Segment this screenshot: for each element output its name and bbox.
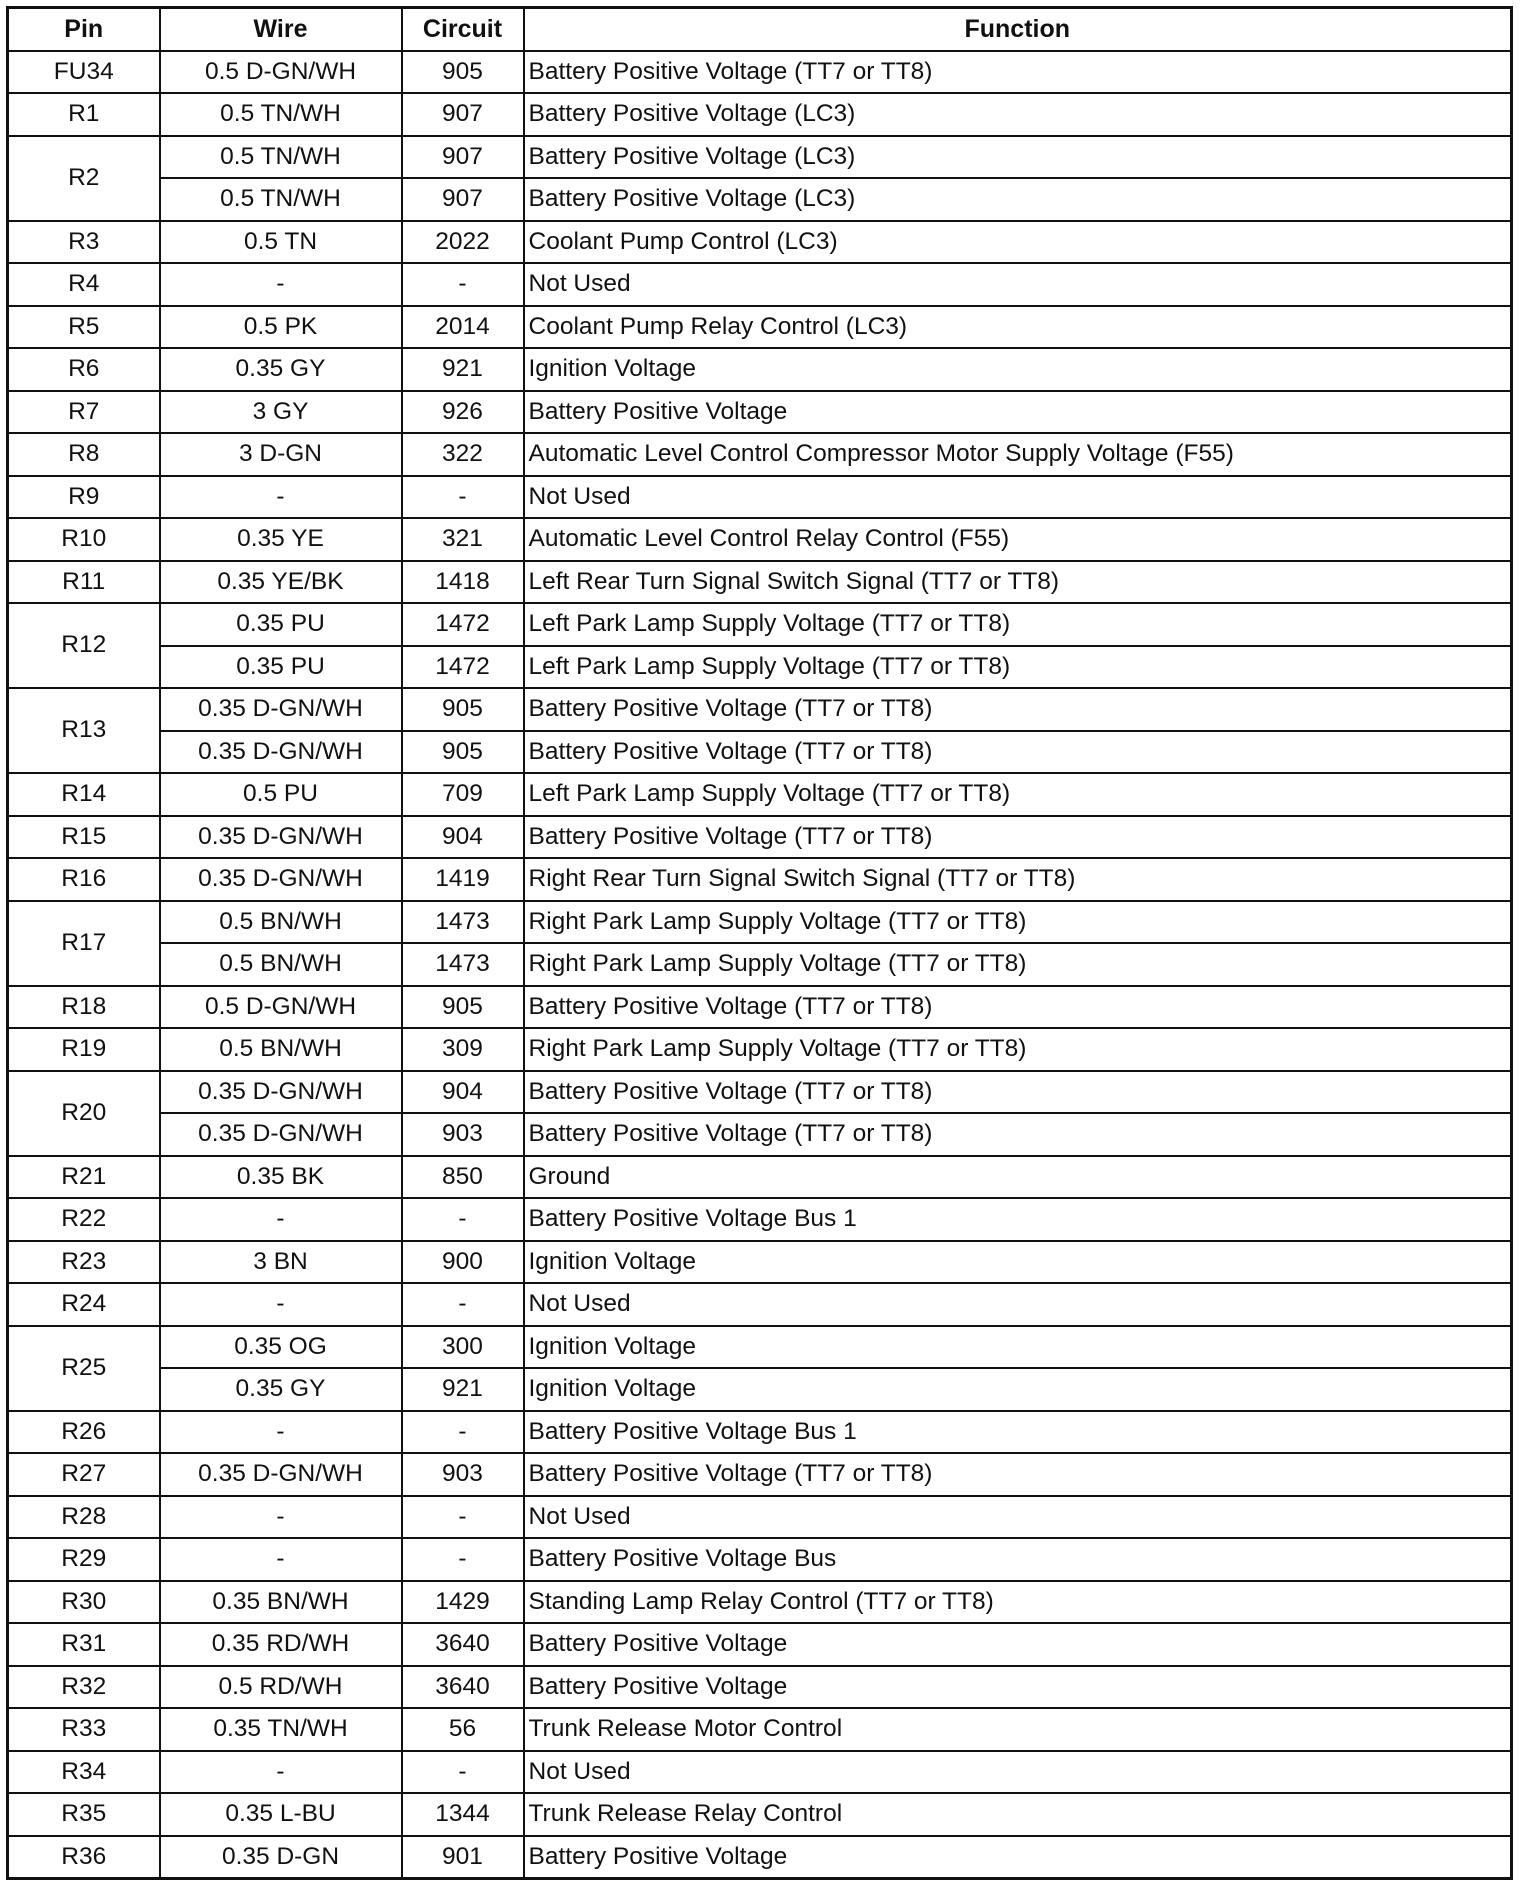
- wire-cell: 0.5 RD/WH: [160, 1666, 402, 1709]
- pin-cell: R14: [8, 773, 160, 816]
- circuit-cell: 905: [402, 986, 524, 1029]
- pin-cell: R16: [8, 858, 160, 901]
- pin-cell: R22: [8, 1198, 160, 1241]
- function-cell: Ignition Voltage: [524, 1326, 1512, 1369]
- circuit-cell: 907: [402, 178, 524, 221]
- table-row: [8, 518, 1512, 561]
- table-row: [8, 1496, 1512, 1539]
- circuit-cell: 904: [402, 1071, 524, 1114]
- pin-cell: R5: [8, 306, 160, 349]
- pin-cell: R2: [8, 136, 160, 221]
- pin-cell: R17: [8, 901, 160, 986]
- circuit-cell: 926: [402, 391, 524, 434]
- wire-cell: 0.35 D-GN/WH: [160, 1453, 402, 1496]
- table-row: [8, 1283, 1512, 1326]
- circuit-cell: -: [402, 1751, 524, 1794]
- table-row: [8, 561, 1512, 604]
- wire-cell: 3 GY: [160, 391, 402, 434]
- circuit-cell: 901: [402, 1836, 524, 1879]
- function-cell: Battery Positive Voltage (TT7 or TT8): [524, 986, 1512, 1029]
- wire-cell: 0.35 D-GN/WH: [160, 688, 402, 731]
- pin-cell: R34: [8, 1751, 160, 1794]
- table-row: [8, 1581, 1512, 1624]
- function-cell: Battery Positive Voltage (TT7 or TT8): [524, 1113, 1512, 1156]
- function-cell: Left Rear Turn Signal Switch Signal (TT7 or TT8): [524, 561, 1512, 604]
- function-cell: Trunk Release Motor Control: [524, 1708, 1512, 1751]
- circuit-cell: 1473: [402, 943, 524, 986]
- pin-cell: R25: [8, 1326, 160, 1411]
- circuit-cell: 903: [402, 1453, 524, 1496]
- function-cell: Ignition Voltage: [524, 348, 1512, 391]
- table-row: [8, 901, 1512, 944]
- pin-cell: R3: [8, 221, 160, 264]
- wire-cell: 0.35 D-GN/WH: [160, 858, 402, 901]
- function-cell: Battery Positive Voltage Bus 1: [524, 1411, 1512, 1454]
- table-row: [8, 93, 1512, 136]
- wire-cell: 0.35 YE: [160, 518, 402, 561]
- table-row: [8, 1241, 1512, 1284]
- function-cell: Battery Positive Voltage: [524, 1836, 1512, 1879]
- pin-cell: R24: [8, 1283, 160, 1326]
- wire-cell: 0.35 PU: [160, 603, 402, 646]
- table-header-row: [8, 8, 1512, 51]
- function-cell: Left Park Lamp Supply Voltage (TT7 or TT8): [524, 603, 1512, 646]
- wire-cell: 3 BN: [160, 1241, 402, 1284]
- table-row: [8, 731, 1512, 774]
- pin-cell: R1: [8, 93, 160, 136]
- circuit-cell: 1473: [402, 901, 524, 944]
- pin-cell: R33: [8, 1708, 160, 1751]
- circuit-cell: 2014: [402, 306, 524, 349]
- circuit-cell: 907: [402, 93, 524, 136]
- pin-cell: R11: [8, 561, 160, 604]
- circuit-cell: 1418: [402, 561, 524, 604]
- header-wire: Wire: [160, 8, 402, 51]
- wire-cell: 0.35 YE/BK: [160, 561, 402, 604]
- circuit-cell: 904: [402, 816, 524, 859]
- table-row: [8, 1028, 1512, 1071]
- wire-cell: 0.35 D-GN/WH: [160, 1071, 402, 1114]
- table-row: [8, 51, 1512, 94]
- table-row: [8, 433, 1512, 476]
- circuit-cell: 850: [402, 1156, 524, 1199]
- circuit-cell: -: [402, 1496, 524, 1539]
- circuit-cell: -: [402, 1198, 524, 1241]
- circuit-cell: 903: [402, 1113, 524, 1156]
- function-cell: Ignition Voltage: [524, 1368, 1512, 1411]
- wire-cell: 0.35 TN/WH: [160, 1708, 402, 1751]
- wire-cell: 0.5 PK: [160, 306, 402, 349]
- function-cell: Battery Positive Voltage Bus 1: [524, 1198, 1512, 1241]
- pin-cell: R29: [8, 1538, 160, 1581]
- table-row: [8, 1198, 1512, 1241]
- table-row: [8, 986, 1512, 1029]
- pin-cell: R4: [8, 263, 160, 306]
- table-row: [8, 1708, 1512, 1751]
- table-body: [8, 51, 1512, 1879]
- pin-cell: R36: [8, 1836, 160, 1879]
- function-cell: Battery Positive Voltage: [524, 1666, 1512, 1709]
- circuit-cell: -: [402, 263, 524, 306]
- pin-cell: R35: [8, 1793, 160, 1836]
- wire-cell: 0.35 PU: [160, 646, 402, 689]
- wire-cell: 0.35 D-GN/WH: [160, 731, 402, 774]
- pin-cell: R30: [8, 1581, 160, 1624]
- circuit-cell: 2022: [402, 221, 524, 264]
- table-row: [8, 1156, 1512, 1199]
- circuit-cell: 905: [402, 688, 524, 731]
- wire-cell: 0.35 D-GN/WH: [160, 1113, 402, 1156]
- function-cell: Battery Positive Voltage (TT7 or TT8): [524, 816, 1512, 859]
- pin-cell: R10: [8, 518, 160, 561]
- pin-cell: R9: [8, 476, 160, 519]
- circuit-cell: 309: [402, 1028, 524, 1071]
- table-row: [8, 476, 1512, 519]
- circuit-cell: 56: [402, 1708, 524, 1751]
- function-cell: Right Park Lamp Supply Voltage (TT7 or TT8): [524, 943, 1512, 986]
- circuit-cell: 900: [402, 1241, 524, 1284]
- header-circuit: Circuit: [402, 8, 524, 51]
- wire-cell: 0.35 GY: [160, 348, 402, 391]
- circuit-cell: 1472: [402, 646, 524, 689]
- wire-cell: 0.35 RD/WH: [160, 1623, 402, 1666]
- wire-cell: 0.5 BN/WH: [160, 901, 402, 944]
- pin-cell: R23: [8, 1241, 160, 1284]
- function-cell: Ignition Voltage: [524, 1241, 1512, 1284]
- table-row: [8, 816, 1512, 859]
- wire-cell: 0.5 TN/WH: [160, 93, 402, 136]
- function-cell: Left Park Lamp Supply Voltage (TT7 or TT8): [524, 773, 1512, 816]
- table-row: [8, 603, 1512, 646]
- table-row: [8, 1411, 1512, 1454]
- wire-cell: -: [160, 1538, 402, 1581]
- function-cell: Ground: [524, 1156, 1512, 1199]
- circuit-cell: 3640: [402, 1623, 524, 1666]
- table-row: [8, 348, 1512, 391]
- circuit-cell: -: [402, 476, 524, 519]
- function-cell: Right Rear Turn Signal Switch Signal (TT7 or TT8): [524, 858, 1512, 901]
- function-cell: Battery Positive Voltage: [524, 391, 1512, 434]
- pin-cell: R19: [8, 1028, 160, 1071]
- wire-cell: 0.5 PU: [160, 773, 402, 816]
- table-row: [8, 1113, 1512, 1156]
- table-row: [8, 263, 1512, 306]
- circuit-cell: 300: [402, 1326, 524, 1369]
- circuit-cell: 709: [402, 773, 524, 816]
- pin-cell: R18: [8, 986, 160, 1029]
- wire-cell: 0.35 BN/WH: [160, 1581, 402, 1624]
- function-cell: Automatic Level Control Relay Control (F55): [524, 518, 1512, 561]
- table-row: [8, 858, 1512, 901]
- wire-cell: 0.5 TN/WH: [160, 136, 402, 179]
- circuit-cell: 1419: [402, 858, 524, 901]
- circuit-cell: 921: [402, 348, 524, 391]
- pin-cell: R31: [8, 1623, 160, 1666]
- circuit-cell: 905: [402, 731, 524, 774]
- table-row: [8, 1071, 1512, 1114]
- function-cell: Battery Positive Voltage: [524, 1623, 1512, 1666]
- table-row: [8, 1623, 1512, 1666]
- pin-cell: R8: [8, 433, 160, 476]
- wire-cell: 0.5 BN/WH: [160, 943, 402, 986]
- wire-cell: 0.35 GY: [160, 1368, 402, 1411]
- circuit-cell: -: [402, 1283, 524, 1326]
- wire-cell: 3 D-GN: [160, 433, 402, 476]
- table-row: [8, 306, 1512, 349]
- pin-cell: R21: [8, 1156, 160, 1199]
- circuit-cell: -: [402, 1411, 524, 1454]
- wire-cell: 0.5 BN/WH: [160, 1028, 402, 1071]
- function-cell: Battery Positive Voltage (TT7 or TT8): [524, 1071, 1512, 1114]
- table-row: [8, 391, 1512, 434]
- wire-cell: -: [160, 476, 402, 519]
- circuit-cell: 907: [402, 136, 524, 179]
- header-pin: Pin: [8, 8, 160, 51]
- table-row: [8, 178, 1512, 221]
- function-cell: Not Used: [524, 1283, 1512, 1326]
- circuit-cell: 1429: [402, 1581, 524, 1624]
- table-row: [8, 1453, 1512, 1496]
- wire-cell: -: [160, 1283, 402, 1326]
- table-row: [8, 1326, 1512, 1369]
- header-function: Function: [524, 8, 1512, 51]
- connector-pinout-table: [6, 6, 1513, 1880]
- wire-cell: 0.5 TN: [160, 221, 402, 264]
- pin-cell: R7: [8, 391, 160, 434]
- table-row: [8, 943, 1512, 986]
- wire-cell: -: [160, 1751, 402, 1794]
- function-cell: Battery Positive Voltage (TT7 or TT8): [524, 731, 1512, 774]
- table-row: [8, 1538, 1512, 1581]
- pin-cell: FU34: [8, 51, 160, 94]
- pin-cell: R13: [8, 688, 160, 773]
- pin-cell: R12: [8, 603, 160, 688]
- function-cell: Trunk Release Relay Control: [524, 1793, 1512, 1836]
- wire-cell: -: [160, 263, 402, 306]
- function-cell: Not Used: [524, 1751, 1512, 1794]
- table-row: [8, 1666, 1512, 1709]
- function-cell: Coolant Pump Relay Control (LC3): [524, 306, 1512, 349]
- function-cell: Coolant Pump Control (LC3): [524, 221, 1512, 264]
- pin-cell: R27: [8, 1453, 160, 1496]
- pin-cell: R15: [8, 816, 160, 859]
- function-cell: Battery Positive Voltage (LC3): [524, 136, 1512, 179]
- function-cell: Left Park Lamp Supply Voltage (TT7 or TT8): [524, 646, 1512, 689]
- circuit-cell: 905: [402, 51, 524, 94]
- pin-cell: R32: [8, 1666, 160, 1709]
- table-row: [8, 136, 1512, 179]
- wire-cell: 0.5 D-GN/WH: [160, 986, 402, 1029]
- wire-cell: 0.35 D-GN/WH: [160, 816, 402, 859]
- circuit-cell: 322: [402, 433, 524, 476]
- pin-cell: R20: [8, 1071, 160, 1156]
- circuit-cell: 1344: [402, 1793, 524, 1836]
- function-cell: Battery Positive Voltage (TT7 or TT8): [524, 1453, 1512, 1496]
- pin-cell: R6: [8, 348, 160, 391]
- wire-cell: 0.35 BK: [160, 1156, 402, 1199]
- table-row: [8, 221, 1512, 264]
- function-cell: Battery Positive Voltage (TT7 or TT8): [524, 51, 1512, 94]
- pin-cell: R26: [8, 1411, 160, 1454]
- table-row: [8, 1368, 1512, 1411]
- wire-cell: -: [160, 1411, 402, 1454]
- wire-cell: 0.35 L-BU: [160, 1793, 402, 1836]
- wire-cell: 0.35 OG: [160, 1326, 402, 1369]
- function-cell: Battery Positive Voltage (TT7 or TT8): [524, 688, 1512, 731]
- wire-cell: 0.5 D-GN/WH: [160, 51, 402, 94]
- circuit-cell: 3640: [402, 1666, 524, 1709]
- wire-cell: -: [160, 1496, 402, 1539]
- function-cell: Battery Positive Voltage (LC3): [524, 93, 1512, 136]
- function-cell: Right Park Lamp Supply Voltage (TT7 or TT8): [524, 1028, 1512, 1071]
- circuit-cell: 1472: [402, 603, 524, 646]
- table-row: [8, 646, 1512, 689]
- function-cell: Standing Lamp Relay Control (TT7 or TT8): [524, 1581, 1512, 1624]
- function-cell: Automatic Level Control Compressor Motor Supply Voltage (F55): [524, 433, 1512, 476]
- table-row: [8, 688, 1512, 731]
- table-row: [8, 1751, 1512, 1794]
- function-cell: Battery Positive Voltage Bus: [524, 1538, 1512, 1581]
- function-cell: Battery Positive Voltage (LC3): [524, 178, 1512, 221]
- table-row: [8, 1836, 1512, 1879]
- circuit-cell: 321: [402, 518, 524, 561]
- circuit-cell: 921: [402, 1368, 524, 1411]
- function-cell: Right Park Lamp Supply Voltage (TT7 or TT8): [524, 901, 1512, 944]
- function-cell: Not Used: [524, 263, 1512, 306]
- table-row: [8, 1793, 1512, 1836]
- wire-cell: 0.35 D-GN: [160, 1836, 402, 1879]
- wire-cell: 0.5 TN/WH: [160, 178, 402, 221]
- pin-cell: R28: [8, 1496, 160, 1539]
- table-row: [8, 773, 1512, 816]
- circuit-cell: -: [402, 1538, 524, 1581]
- function-cell: Not Used: [524, 1496, 1512, 1539]
- pinout-table-container: [6, 6, 1513, 1880]
- function-cell: Not Used: [524, 476, 1512, 519]
- wire-cell: -: [160, 1198, 402, 1241]
